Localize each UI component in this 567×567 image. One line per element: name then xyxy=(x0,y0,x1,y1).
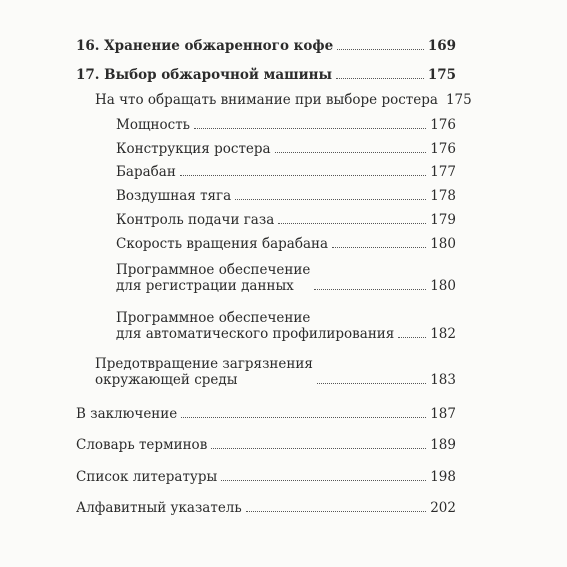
toc-entry-page: 177 xyxy=(430,164,456,180)
toc-entry-page: 176 xyxy=(430,141,456,157)
leader-dots xyxy=(317,383,426,384)
toc-entry-title: Барабан xyxy=(116,164,176,180)
leader-dots xyxy=(337,49,424,50)
toc-entry-title-line2: для автоматического профилирования xyxy=(116,326,395,342)
toc-entry-title xyxy=(95,356,313,388)
toc-entry-page: 175 xyxy=(445,92,472,108)
toc-entry-back-matter xyxy=(76,406,456,422)
toc-entry-page: 175 xyxy=(427,67,456,83)
toc-entry-page: 179 xyxy=(430,212,456,228)
toc-entry-section xyxy=(95,92,472,108)
toc-entry-section xyxy=(95,356,456,388)
toc-entry-subsection xyxy=(116,310,456,342)
toc-entry-title: Воздушная тяга xyxy=(116,188,232,204)
toc-entry-title xyxy=(116,310,394,342)
toc-entry-title: В заключение xyxy=(76,406,178,422)
toc-entry-page: 169 xyxy=(427,38,456,54)
toc-entry-title-line2: для регистрации данных xyxy=(116,278,294,294)
toc-entry-page: 182 xyxy=(430,326,456,342)
leader-dots xyxy=(332,247,426,248)
toc-entry-subsection xyxy=(116,262,456,294)
toc-entry-subsection xyxy=(116,117,456,133)
leader-dots xyxy=(180,175,426,176)
toc-entry-page: 187 xyxy=(430,406,456,422)
toc-entry-page: 189 xyxy=(430,437,456,453)
leader-dots xyxy=(181,417,426,418)
leader-dots xyxy=(275,152,427,153)
toc-entry-title: Скорость вращения барабана xyxy=(116,236,329,252)
toc-entry-chapter-17 xyxy=(76,67,456,83)
leader-dots xyxy=(221,480,426,481)
toc-entry-title: Список литературы xyxy=(76,469,218,485)
leader-dots xyxy=(336,78,424,79)
toc-entry-page: 180 xyxy=(430,278,456,294)
toc-entry-page: 198 xyxy=(430,469,456,485)
toc-entry-title-line1: Программное обеспечение xyxy=(116,310,311,326)
leader-dots xyxy=(314,289,426,290)
leader-dots xyxy=(194,128,426,129)
toc-entry-title-line1: Программное обеспечение xyxy=(116,262,311,278)
toc-entry-chapter-16 xyxy=(76,38,456,54)
toc-entry-title-line2: окружающей среды xyxy=(95,372,238,388)
toc-entry-title: На что обращать внимание при выборе ростера xyxy=(95,92,438,108)
toc-entry-title: Мощность xyxy=(116,117,191,133)
toc-entry-title: 17. Выбор обжарочной машины xyxy=(76,67,332,83)
toc-entry-back-matter xyxy=(76,469,456,485)
toc-entry-subsection xyxy=(116,188,456,204)
toc-entry-back-matter xyxy=(76,437,456,453)
toc-entry-title: Контроль подачи газа xyxy=(116,212,275,228)
toc-entry-title: Алфавитный указатель xyxy=(76,500,242,516)
toc-entry-subsection xyxy=(116,212,456,228)
toc-entry-page: 180 xyxy=(430,236,456,252)
leader-dots xyxy=(278,223,426,224)
leader-dots xyxy=(211,448,426,449)
toc-entry-title: Конструкция ростера xyxy=(116,141,271,157)
toc-entry-subsection xyxy=(116,141,456,157)
toc-entry-back-matter xyxy=(76,500,456,516)
toc-entry-title: Словарь терминов xyxy=(76,437,208,453)
toc-entry-title xyxy=(116,262,310,294)
toc-entry-page: 202 xyxy=(430,500,456,516)
leader-dots xyxy=(246,511,426,512)
leader-dots xyxy=(398,337,426,338)
toc-entry-subsection xyxy=(116,164,456,180)
toc-entry-subsection xyxy=(116,236,456,252)
toc-entry-page: 178 xyxy=(430,188,456,204)
toc-entry-title-line1: Предотвращение загрязнения xyxy=(95,356,313,372)
toc-entry-page: 183 xyxy=(430,372,456,388)
toc-entry-page: 176 xyxy=(430,117,456,133)
toc-entry-title: 16. Хранение обжаренного кофе xyxy=(76,38,334,54)
leader-dots xyxy=(235,199,426,200)
